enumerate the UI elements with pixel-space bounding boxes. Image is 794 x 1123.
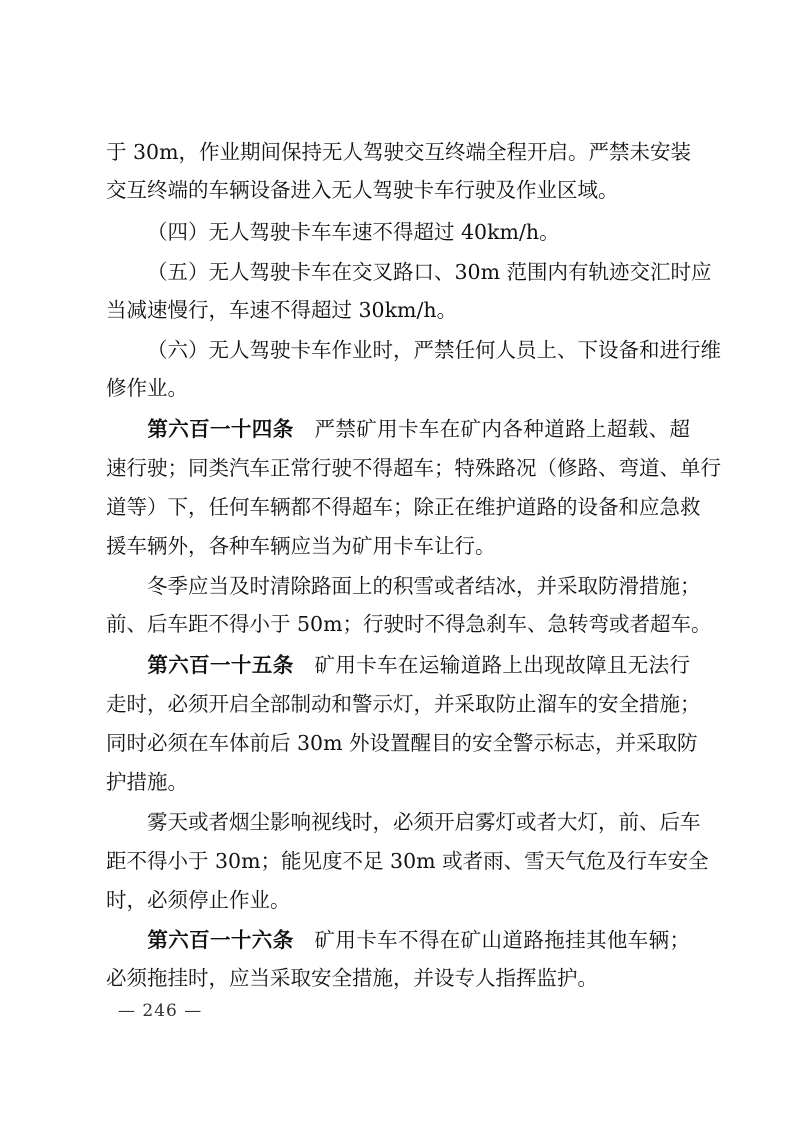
line-text: 同时必须在车体前后 30m 外设置醒目的安全警示标志，并采取防 — [106, 731, 698, 755]
text-line — [106, 604, 712, 644]
text-line — [106, 684, 701, 724]
text-line — [106, 290, 690, 330]
article-heading: 第六百一十四条 — [147, 417, 294, 441]
text-line — [106, 841, 709, 881]
line-text: 矿用卡车不得在矿山道路拖挂其他车辆； — [314, 928, 691, 952]
line-text: （五）无人驾驶卡车在交叉路口、30m 范围内有轨迹交汇时应 — [147, 260, 712, 284]
line-text: 雾天或者烟尘影响视线时，必须开启雾灯或者大灯，前、后车 — [147, 810, 701, 834]
line-text: 走时，必须开启全部制动和警示灯，并采取防止溜车的安全措施； — [106, 692, 701, 716]
text-line — [106, 330, 721, 370]
line-text: 交互终端的车辆设备进入无人驾驶卡车行驶及作业区域。 — [106, 178, 619, 202]
text-line — [106, 762, 690, 802]
line-text: 道等）下，任何车辆都不得超车；除正在维护道路的设备和应急救 — [106, 495, 701, 519]
text-line — [106, 958, 690, 998]
text-line — [106, 487, 701, 527]
text-line — [106, 802, 701, 842]
line-text: 必须拖挂时，应当采取安全措施，并设专人指挥监护。 — [106, 966, 598, 990]
article-heading: 第六百一十六条 — [147, 928, 294, 952]
text-line — [106, 448, 721, 488]
line-text: 时，必须停止作业。 — [106, 888, 291, 912]
text-line — [106, 132, 690, 172]
line-text: 前、后车距不得小于 50m；行驶时不得急刹车、急转弯或者超车。 — [106, 612, 712, 636]
article-616-line — [106, 920, 690, 960]
article-614-line — [106, 409, 690, 449]
line-text: 护措施。 — [106, 770, 188, 794]
text-line — [106, 252, 712, 292]
line-text: 矿用卡车在运输道路上出现故障且无法行 — [314, 653, 691, 677]
line-text: （四）无人驾驶卡车车速不得超过 40km/h。 — [147, 220, 560, 244]
line-text: 修作业。 — [106, 376, 188, 400]
article-615-line — [106, 645, 690, 685]
text-line — [106, 170, 690, 210]
line-text: 援车辆外，各种车辆应当为矿用卡车让行。 — [106, 534, 496, 558]
line-text: 当减速慢行，车速不得超过 30km/h。 — [106, 298, 458, 322]
text-line — [106, 880, 690, 920]
line-text: 速行驶；同类汽车正常行驶不得超车；特殊路况（修路、弯道、单行 — [106, 456, 721, 480]
article-heading: 第六百一十五条 — [147, 653, 294, 677]
line-text: 严禁矿用卡车在矿内各种道路上超载、超 — [314, 417, 691, 441]
text-line — [106, 566, 701, 606]
page-number: — 246 — — [118, 1001, 203, 1021]
line-text: 距不得小于 30m；能见度不足 30m 或者雨、雪天气危及行车安全 — [106, 849, 709, 873]
text-line — [106, 723, 698, 763]
line-text: 冬季应当及时清除路面上的积雪或者结冰，并采取防滑措施； — [147, 574, 701, 598]
line-text: 于 30m，作业期间保持无人驾驶交互终端全程开启。严禁未安装 — [106, 140, 692, 164]
text-line — [106, 368, 690, 408]
text-line — [106, 212, 690, 252]
text-line — [106, 526, 690, 566]
line-text: （六）无人驾驶卡车作业时，严禁任何人员上、下设备和进行维 — [147, 338, 721, 362]
